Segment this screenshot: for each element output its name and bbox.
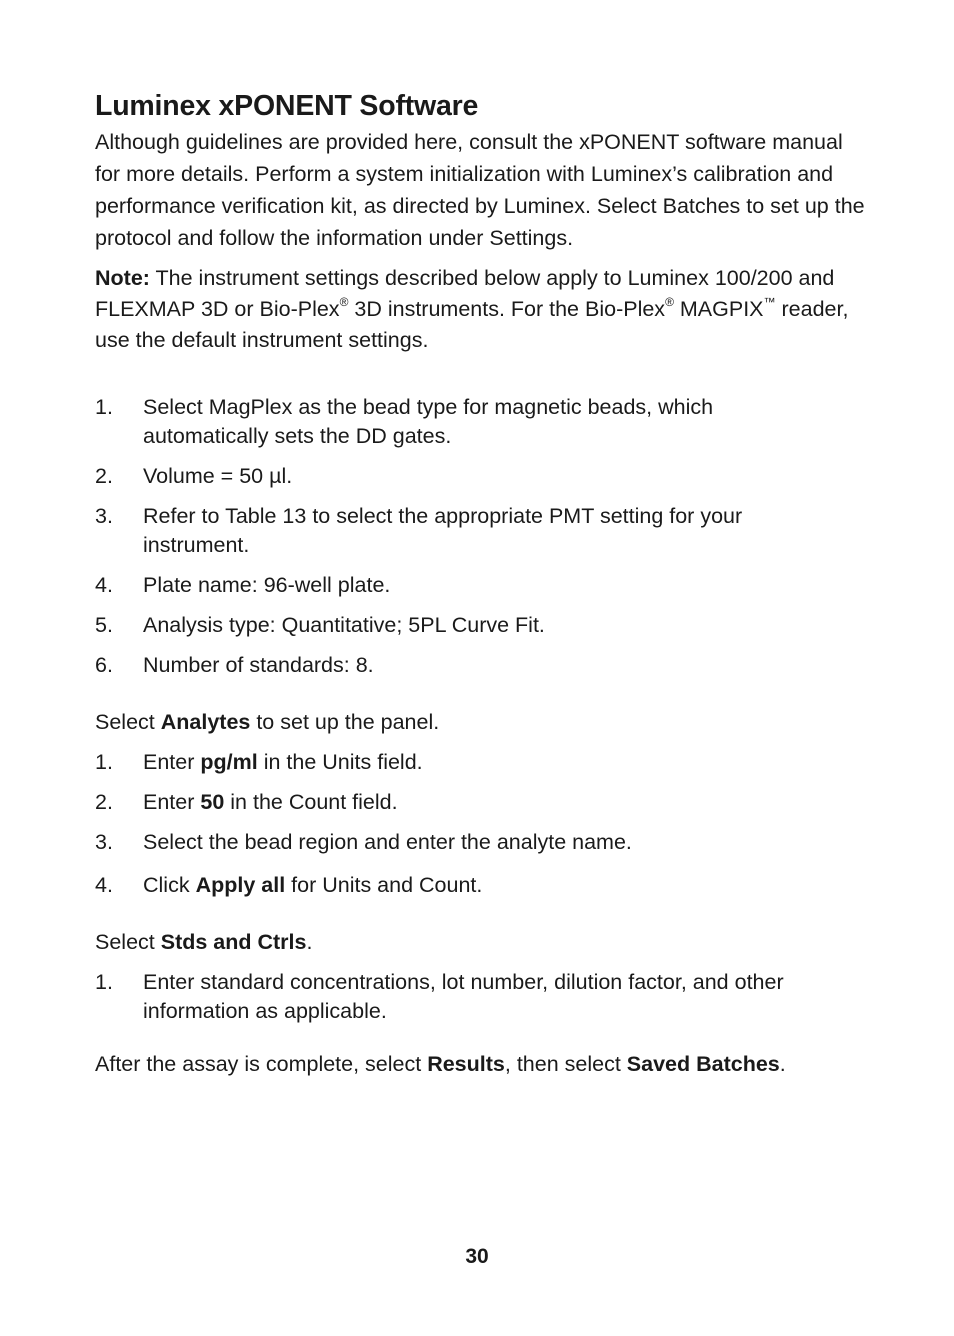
note-paragraph — [95, 263, 865, 356]
list-item — [95, 871, 865, 900]
step-text: Refer to Table 13 to select the appropriate PMT setting for your instrument. — [143, 504, 743, 557]
step-bold: 50 — [200, 790, 225, 814]
section-heading: Luminex xPONENT Software — [95, 90, 479, 122]
step-text: Enter — [143, 790, 201, 814]
list-item — [95, 462, 785, 491]
results-paragraph — [95, 1050, 786, 1079]
step-text: Enter — [143, 750, 201, 774]
stds-steps-list — [95, 968, 865, 1037]
note-label: Note: — [95, 266, 150, 290]
stds-post: . — [306, 930, 313, 954]
intro-paragraph: Although guidelines are provided here, consult the xPONENT software manual for more details. Perform a system initialization with Luminex’s calibration and performance verification kit, as directed by Luminex. Select Batches to set up the protocol and follow the information under Settings. — [95, 130, 865, 250]
note-text-1: The instrument settings described below apply to Luminex 100/200 and FLEXMAP 3D or Bio-Plex — [95, 266, 835, 321]
step-text: Analysis type: Quantitative; 5PL Curve Fit. — [143, 613, 545, 637]
analytes-bold: Analytes — [160, 710, 251, 734]
step-number: 2. — [95, 464, 113, 488]
step-number: 4. — [95, 573, 113, 597]
step-number: 1. — [95, 970, 113, 994]
step-text: for Units and Count. — [285, 873, 483, 897]
results-bold: Results — [427, 1052, 505, 1076]
step-number: 1. — [95, 395, 113, 419]
step-number: 3. — [95, 830, 113, 854]
note-text-3: MAGPIX — [673, 297, 764, 321]
step-text: Volume = 50 µl. — [143, 464, 293, 488]
note-text-2: 3D instruments. For the Bio-Plex — [348, 297, 666, 321]
step-number: 1. — [95, 750, 113, 774]
list-item — [95, 828, 865, 857]
note-text-4: reader, use the default instrument settings. — [95, 297, 849, 352]
stds-paragraph — [95, 928, 312, 957]
analytes-pre: Select — [95, 710, 161, 734]
step-number: 3. — [95, 504, 113, 528]
analytes-paragraph — [95, 708, 439, 737]
batch-steps-list — [95, 393, 785, 691]
analyte-steps-list — [95, 748, 865, 911]
list-item — [95, 788, 865, 817]
stds-pre: Select — [95, 930, 161, 954]
step-text: in the Units field. — [257, 750, 423, 774]
step-bold: Apply all — [195, 873, 286, 897]
list-item — [95, 393, 785, 451]
step-text: Select MagPlex as the bead type for magnetic beads, which automatically sets the DD gates. — [143, 395, 714, 448]
step-text: Plate name: 96-well plate. — [143, 573, 391, 597]
step-text: Select the bead region and enter the analyte name. — [143, 830, 632, 854]
list-item — [95, 571, 785, 600]
page-number: 30 — [465, 1245, 489, 1268]
list-item — [95, 968, 865, 1026]
step-text: in the Count field. — [224, 790, 398, 814]
list-item — [95, 502, 785, 560]
saved-batches-bold: Saved Batches — [626, 1052, 780, 1076]
list-item — [95, 611, 785, 640]
step-number: 2. — [95, 790, 113, 814]
step-number: 4. — [95, 873, 113, 897]
step-text: Click — [143, 873, 196, 897]
results-mid: , then select — [504, 1052, 627, 1076]
registered-mark: ® — [665, 294, 674, 309]
trademark-mark: ™ — [763, 294, 776, 309]
results-post: . — [779, 1052, 786, 1076]
step-text: Enter standard concentrations, lot number, dilution factor, and other information as applicable. — [143, 970, 784, 1023]
results-pre: After the assay is complete, select — [95, 1052, 428, 1076]
list-item — [95, 748, 865, 777]
registered-mark: ® — [339, 294, 349, 309]
analytes-post: to set up the panel. — [250, 710, 440, 734]
step-number: 6. — [95, 653, 113, 677]
step-bold: pg/ml — [200, 750, 258, 774]
list-item — [95, 651, 785, 680]
step-text: Number of standards: 8. — [143, 653, 374, 677]
step-number: 5. — [95, 613, 113, 637]
stds-bold: Stds and Ctrls — [160, 930, 307, 954]
